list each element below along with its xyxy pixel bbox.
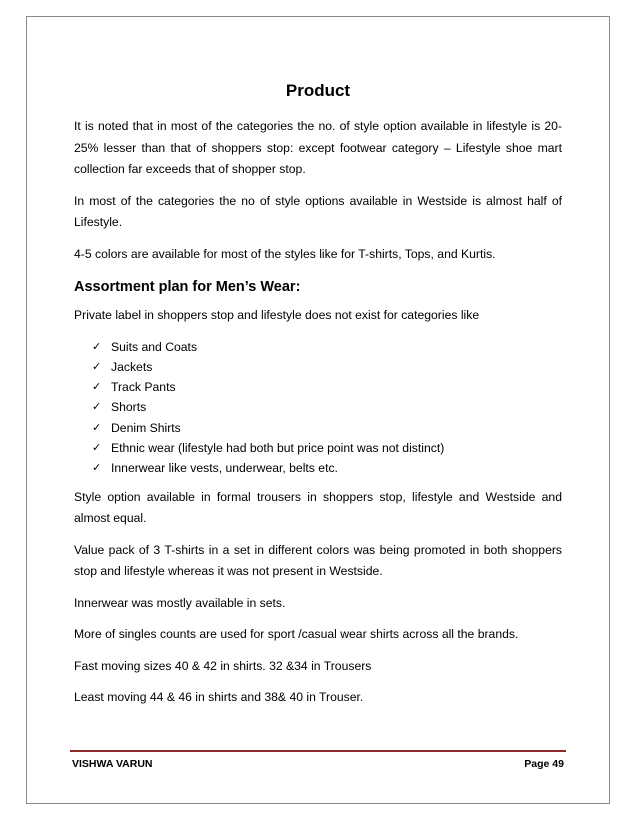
checklist-item-label: Innerwear like vests, underwear, belts etc. [111,461,338,476]
checklist-item [92,438,562,458]
checklist-item [92,337,562,357]
closing-paragraph-4: More of singles counts are used for sport /casual wear shirts across all the brands. [74,627,519,642]
page-title: Product [285,81,351,100]
check-icon: ✓ [92,380,102,394]
checklist-item [92,357,562,377]
footer-rule [70,750,566,752]
check-icon: ✓ [92,461,102,475]
checklist-item-label: Denim Shirts [111,420,181,435]
check-icon: ✓ [92,359,102,373]
intro-paragraph-1: It is noted that in most of the categories the no. of style option available in lifestyle is 20-25% lesser than that of shoppers stop: except footwear category – Lifestyle shoe mart collection far exceeds that of shopper stop. [74,119,562,176]
checklist-item [92,418,562,438]
closing-paragraph-1: Style option available in formal trousers in shoppers stop, lifestyle and Westside and almost equal. [74,489,562,526]
check-icon: ✓ [92,420,102,434]
closing-paragraph-5: Fast moving sizes 40 & 42 in shirts. 32 &34 in Trousers [74,658,372,673]
check-icon: ✓ [92,440,102,454]
checklist-item-label: Ethnic wear (lifestyle had both but price point was not distinct) [111,440,445,455]
intro-paragraph-2: In most of the categories the no of style options available in Westside is almost half of Lifestyle. [74,193,562,229]
checklist-item [92,458,562,478]
checklist-item [92,377,562,397]
footer-author: VISHWA VARUN [72,758,153,770]
footer-page-number: Page 49 [524,758,564,770]
checklist-item-label: Suits and Coats [111,339,198,354]
checklist-item-label: Jackets [111,359,153,374]
checklist-item-label: Shorts [111,400,147,415]
intro-paragraph-3: 4-5 colors are available for most of the styles like for T-shirts, Tops, and Kurtis. [74,246,496,261]
checklist-item [92,397,562,417]
closing-paragraph-6: Least moving 44 & 46 in shirts and 38& 40 in Trouser. [74,690,364,705]
page-content [74,80,562,719]
check-icon: ✓ [92,339,102,353]
section-heading: Assortment plan for Men’s Wear: [74,279,301,295]
closing-paragraph-2: Value pack of 3 T-shirts in a set in different colors was being promoted in both shoppers stop and lifestyle whereas it was not present in Westside. [74,542,562,579]
checklist [74,337,562,479]
checklist-item-label: Track Pants [111,380,176,395]
check-icon: ✓ [92,400,102,414]
closing-paragraph-3: Innerwear was mostly available in sets. [74,595,286,610]
section-intro: Private label in shoppers stop and lifestyle does not exist for categories like [74,308,480,322]
